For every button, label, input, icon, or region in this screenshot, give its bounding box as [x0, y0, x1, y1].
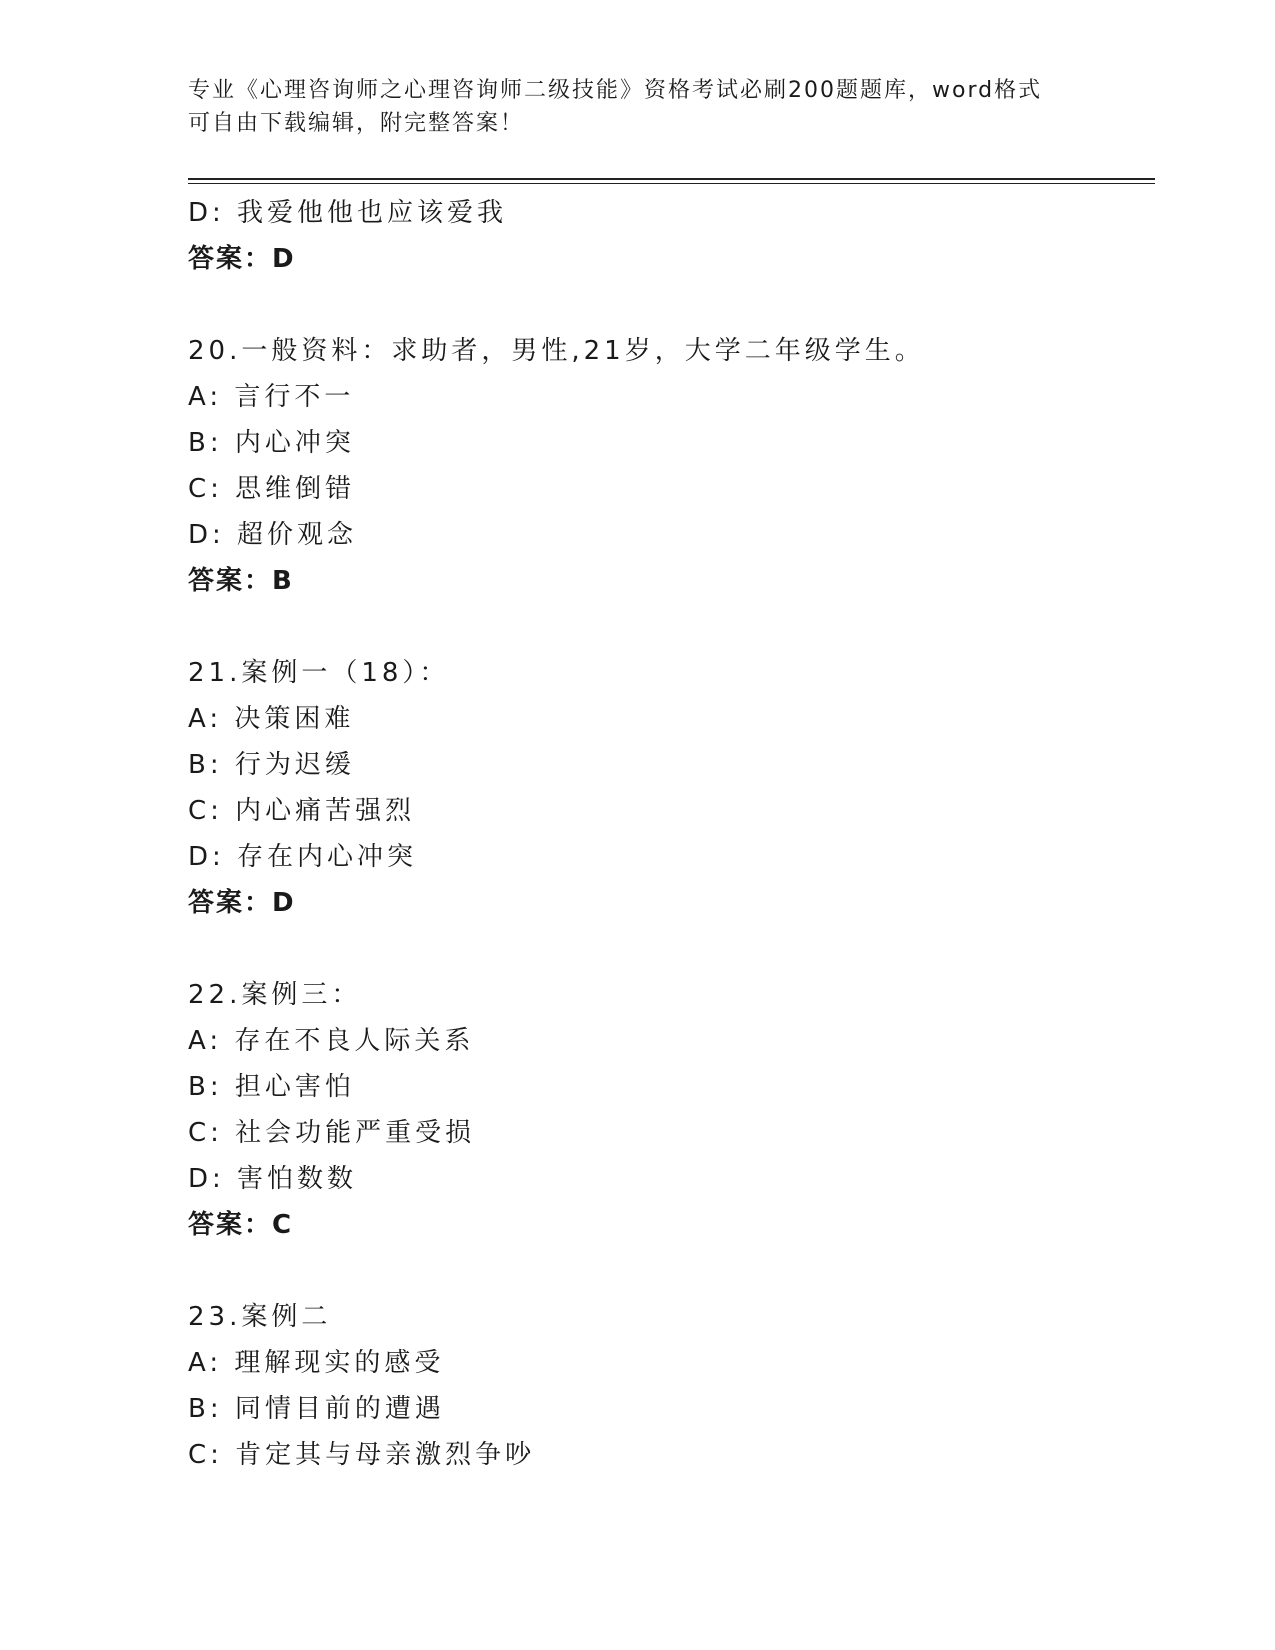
answer-line: 答案：C: [188, 1210, 294, 1240]
option-b: B: 同情目前的遭遇: [188, 1394, 445, 1424]
option-d: D: 害怕数数: [188, 1164, 358, 1194]
question-stem: 21.案例一（18）：: [188, 658, 450, 688]
question-block-22: [188, 972, 1148, 1248]
spacer: [188, 1248, 1148, 1294]
question-stem: 22.案例三：: [188, 980, 362, 1010]
page-header: [188, 74, 1088, 140]
option-c: C: 思维倒错: [188, 474, 356, 504]
option-c: C: 社会功能严重受损: [188, 1118, 476, 1148]
option-c: C: 内心痛苦强烈: [188, 796, 416, 826]
spacer: [188, 604, 1148, 650]
question-block-20: [188, 328, 1148, 604]
answer-line: 答案：D: [188, 244, 296, 274]
question-list: [188, 190, 1148, 1478]
option-a: A: 决策困难: [188, 704, 355, 734]
option-b: B: 行为迟缓: [188, 750, 355, 780]
option-b: B: 担心害怕: [188, 1072, 355, 1102]
spacer: [188, 926, 1148, 972]
question-stem: 20.一般资料：求助者，男性,21岁，大学二年级学生。: [188, 336, 925, 366]
question-block-21: [188, 650, 1148, 926]
header-title-line-1: 专业《心理咨询师之心理咨询师二级技能》资格考试必刷200题题库，word格式: [188, 78, 1043, 103]
option-d: D: 超价观念: [188, 520, 358, 550]
option-a: A: 存在不良人际关系: [188, 1026, 475, 1056]
header-divider-thin: [188, 183, 1155, 184]
answer-line: 答案：B: [188, 566, 294, 596]
answer-line: 答案：D: [188, 888, 296, 918]
option-c: C: 肯定其与母亲激烈争吵: [188, 1440, 536, 1470]
option-a: A: 理解现实的感受: [188, 1348, 445, 1378]
option-b: B: 内心冲突: [188, 428, 355, 458]
option-d: D: 存在内心冲突: [188, 842, 418, 872]
question-block-23: [188, 1294, 1148, 1478]
option-d: D: 我爱他他也应该爱我: [188, 198, 508, 228]
header-title-line-2: 可自由下载编辑，附完整答案！: [188, 111, 525, 136]
question-stem: 23.案例二: [188, 1302, 332, 1332]
option-a: A: 言行不一: [188, 382, 355, 412]
spacer: [188, 282, 1148, 328]
header-divider-thick: [188, 178, 1155, 180]
